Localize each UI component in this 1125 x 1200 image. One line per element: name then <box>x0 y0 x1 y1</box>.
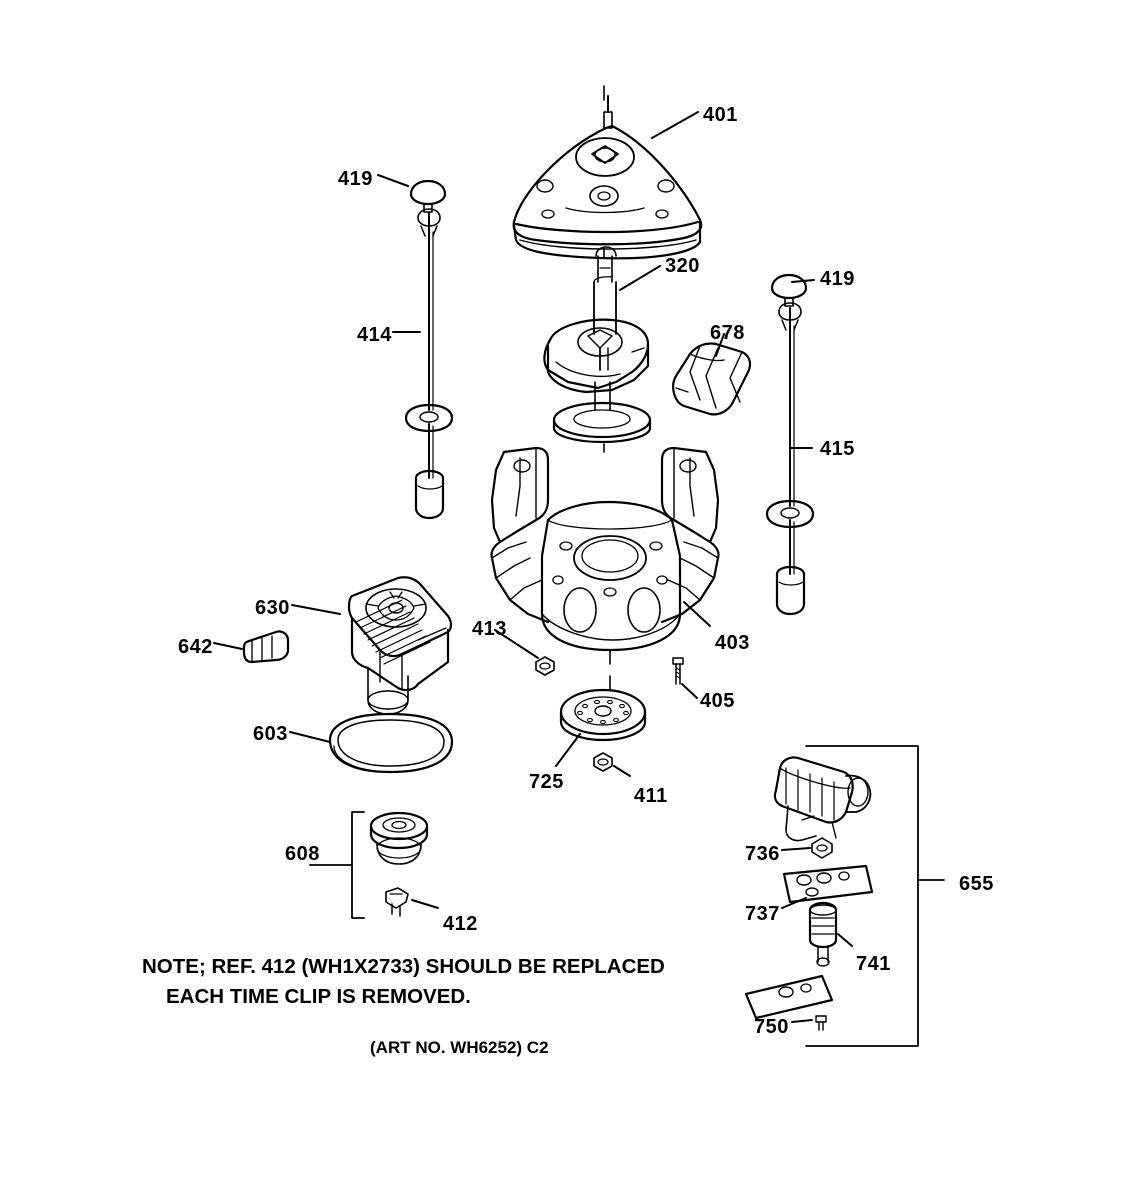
part-655-drain-pump <box>775 757 870 840</box>
part-401-top-housing-cover <box>514 96 702 258</box>
callout-403[interactable]: 403 <box>715 632 750 654</box>
callout-412[interactable]: 412 <box>443 913 478 935</box>
part-737-pump-mounting-plate <box>784 866 872 902</box>
leader-725 <box>556 734 580 766</box>
note-line-1: NOTE; REF. 412 (WH1X2733) SHOULD BE REPLACED <box>142 955 665 978</box>
callout-741[interactable]: 741 <box>856 953 891 975</box>
leader-736 <box>782 848 810 850</box>
leader-411 <box>614 766 630 776</box>
leader-630 <box>292 605 340 614</box>
part-419-cap-right <box>772 275 806 306</box>
part-413-nut <box>536 657 554 675</box>
callout-413[interactable]: 413 <box>472 618 507 640</box>
callout-415[interactable]: 415 <box>820 438 855 460</box>
leader-642 <box>214 643 242 649</box>
callout-414[interactable]: 414 <box>357 324 392 346</box>
part-320-drive-shaft-assembly <box>544 247 650 442</box>
part-741-pump-coupler <box>810 903 836 966</box>
callout-419-left[interactable]: 419 <box>338 168 373 190</box>
part-415-suspension-rod-right <box>767 303 813 614</box>
leader-405 <box>682 684 697 698</box>
part-725-pulley <box>561 690 645 740</box>
leader-419-left <box>378 175 408 186</box>
part-405-screw <box>673 658 683 684</box>
callout-655[interactable]: 655 <box>959 873 994 895</box>
callout-603[interactable]: 603 <box>253 723 288 745</box>
part-630-drive-motor <box>349 577 451 714</box>
callout-678[interactable]: 678 <box>710 322 745 344</box>
leader-750 <box>792 1020 812 1022</box>
part-608-motor-pulley-assembly <box>371 813 427 864</box>
callout-405[interactable]: 405 <box>700 690 735 712</box>
callout-411[interactable]: 411 <box>634 785 668 807</box>
callout-608[interactable]: 608 <box>285 843 320 865</box>
callout-630[interactable]: 630 <box>255 597 290 619</box>
diagram-note <box>142 952 665 1012</box>
part-412-retaining-clip <box>386 888 408 916</box>
leader-737 <box>782 898 806 908</box>
callout-736[interactable]: 736 <box>745 843 780 865</box>
leader-403 <box>684 602 710 626</box>
leader-741 <box>838 934 852 946</box>
part-411-nut-small <box>594 753 612 771</box>
leader-419-right <box>792 280 814 282</box>
part-419-cap-left <box>411 181 445 212</box>
callout-737[interactable]: 737 <box>745 903 780 925</box>
part-642-motor-clip <box>244 631 288 662</box>
leader-603 <box>290 732 330 742</box>
part-678-bracket-clip <box>673 343 750 414</box>
part-414-suspension-rod-left <box>406 209 452 518</box>
callout-750[interactable]: 750 <box>754 1016 789 1038</box>
callout-401[interactable]: 401 <box>703 104 738 126</box>
leader-401 <box>652 112 698 138</box>
callout-320[interactable]: 320 <box>665 255 700 277</box>
note-line-2: EACH TIME CLIP IS REMOVED. <box>166 985 471 1008</box>
part-403-drive-spider-frame <box>491 448 718 650</box>
art-number: (ART NO. WH6252) C2 <box>370 1038 549 1057</box>
part-736-pump-nut <box>812 838 832 858</box>
leader-320 <box>620 266 660 290</box>
part-603-drive-belt <box>330 714 452 772</box>
leader-412 <box>412 900 438 908</box>
callout-642[interactable]: 642 <box>178 636 213 658</box>
callout-419-right[interactable]: 419 <box>820 268 855 290</box>
callout-725[interactable]: 725 <box>529 771 564 793</box>
